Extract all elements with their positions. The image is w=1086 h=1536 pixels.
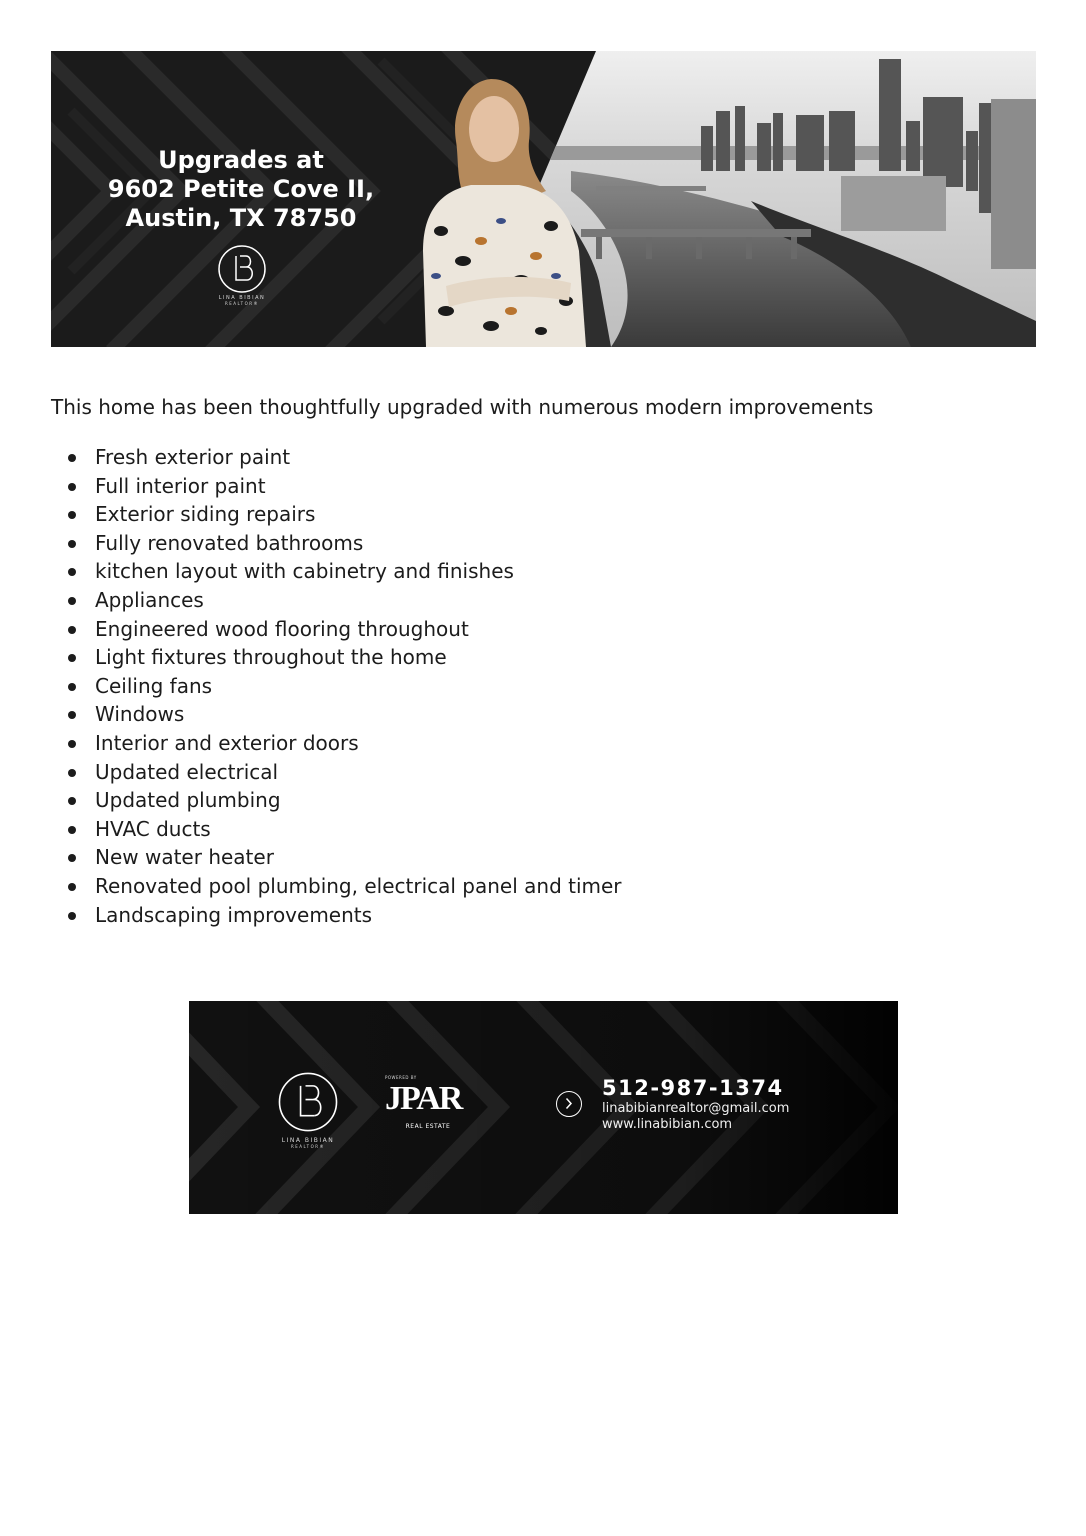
list-item-label: Exterior siding repairs (95, 502, 316, 527)
header-banner (51, 51, 1036, 347)
list-item (67, 443, 622, 472)
list-item (67, 586, 622, 615)
list-item (67, 500, 622, 529)
phone-number[interactable]: 512-987-1374 (602, 1076, 784, 1100)
list-item-label: HVAC ducts (95, 816, 211, 841)
realtor-portrait (423, 79, 586, 347)
banner-title-line-3: Austin, TX 78750 (125, 204, 357, 232)
header-logo-name: LINA BIBIAN (218, 295, 266, 301)
list-item-label: Fully renovated bathrooms (95, 530, 364, 555)
bullet-icon (68, 683, 76, 691)
bullet-icon (68, 454, 76, 462)
list-item (67, 815, 622, 844)
bullet-icon (68, 654, 76, 662)
bullet-icon (68, 540, 76, 548)
list-item (67, 529, 622, 558)
bullet-icon (68, 740, 76, 748)
list-item-label: Interior and exterior doors (95, 730, 359, 755)
footer-banner (189, 1001, 898, 1214)
list-item-label: Landscaping improvements (95, 902, 373, 927)
list-item (67, 615, 622, 644)
email-address[interactable]: linabibianrealtor@gmail.com (602, 1101, 790, 1116)
list-item-label: Updated electrical (95, 759, 279, 784)
banner-title-line-2: 9602 Petite Cove II, (107, 175, 375, 203)
website-link[interactable]: www.linabibian.com (602, 1117, 733, 1132)
bullet-icon (68, 568, 76, 576)
list-item (67, 700, 622, 729)
lb-logo-icon (277, 1071, 339, 1133)
list-item-label: Ceiling fans (95, 673, 213, 698)
bullet-icon (68, 626, 76, 634)
footer-logo-name: LINA BIBIAN (281, 1137, 335, 1144)
list-item (67, 729, 622, 758)
list-item (67, 472, 622, 501)
list-item-label: Fresh exterior paint (95, 445, 291, 469)
list-item-label: Engineered wood flooring throughout (95, 616, 469, 641)
list-item (67, 872, 622, 901)
brokerage-powered-by: POWERED BY (385, 1075, 417, 1080)
footer-logo-subtitle: REALTOR® (290, 1144, 326, 1149)
bullet-icon (68, 797, 76, 805)
brokerage-logo: JPAR (385, 1080, 462, 1117)
list-item-label: Renovated pool plumbing, electrical panel and timer (95, 873, 622, 898)
list-item (67, 557, 622, 586)
list-item (67, 843, 622, 872)
banner-title (91, 146, 391, 233)
banner-title-line-1: Upgrades at (158, 146, 324, 174)
brokerage-subtitle: REAL ESTATE (405, 1123, 451, 1130)
header-logo-subtitle: REALTOR® (224, 301, 260, 306)
list-item-label: Windows (95, 702, 185, 727)
list-item (67, 786, 622, 815)
list-item-label: kitchen layout with cabinetry and finishes (95, 559, 514, 584)
bullet-icon (68, 912, 76, 920)
bullet-icon (68, 711, 76, 719)
intro-text: This home has been thoughtfully upgraded with numerous modern improvements (51, 395, 874, 419)
chevron-right-icon (556, 1091, 582, 1117)
contact-info (602, 1075, 789, 1133)
bullet-icon (68, 597, 76, 605)
list-item-label: Updated plumbing (95, 788, 281, 813)
bullet-icon (68, 769, 76, 777)
bullet-icon (68, 826, 76, 834)
list-item-label: Full interior paint (95, 473, 266, 498)
list-item (67, 901, 622, 930)
list-item (67, 672, 622, 701)
lb-logo-icon (217, 244, 267, 294)
bullet-icon (68, 511, 76, 519)
list-item (67, 758, 622, 787)
bullet-icon (68, 854, 76, 862)
list-item (67, 643, 622, 672)
upgrades-list (67, 443, 622, 929)
bullet-icon (68, 883, 76, 891)
list-item-label: New water heater (95, 845, 274, 870)
bullet-icon (68, 483, 76, 491)
list-item-label: Light fixtures throughout the home (95, 645, 447, 670)
list-item-label: Appliances (95, 587, 204, 612)
